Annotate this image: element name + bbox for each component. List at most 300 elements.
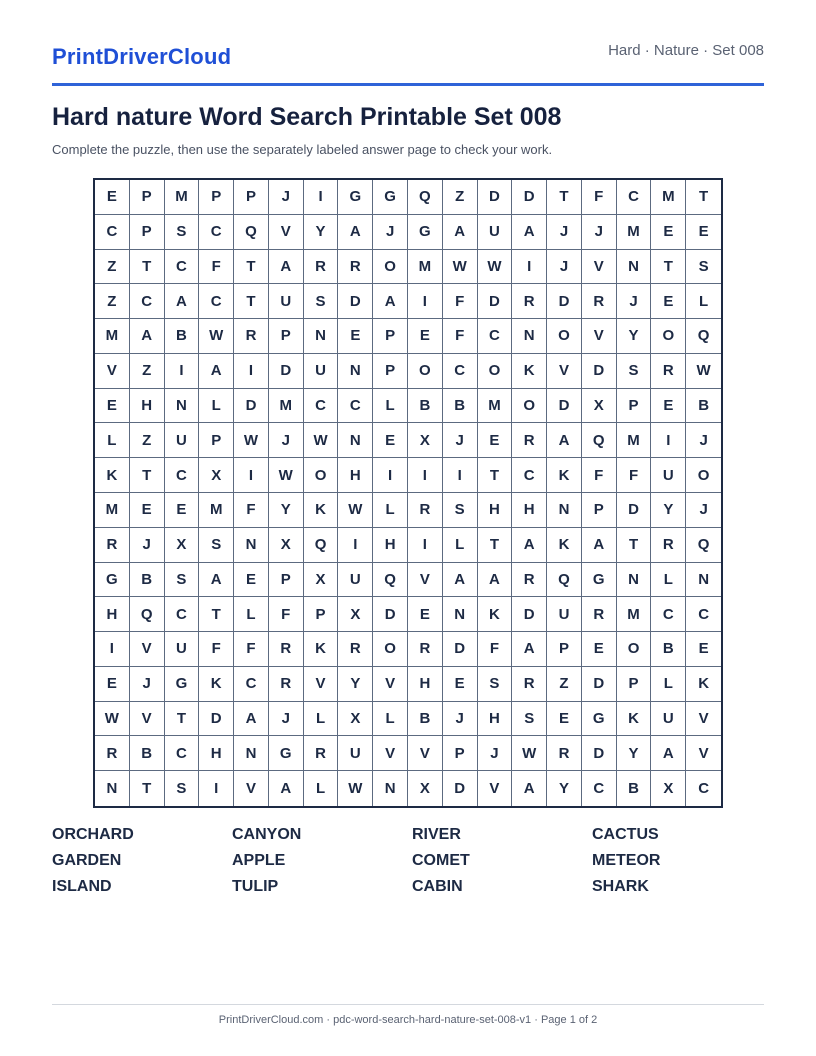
grid-cell: I — [199, 771, 234, 806]
grid-cell: P — [582, 493, 617, 528]
grid-cell: S — [443, 493, 478, 528]
grid-cell: V — [582, 319, 617, 354]
grid-cell: D — [234, 389, 269, 424]
grid-cell: E — [651, 389, 686, 424]
grid-cell: T — [651, 250, 686, 285]
grid-cell: E — [95, 389, 130, 424]
grid-cell: I — [512, 250, 547, 285]
grid-cell: P — [269, 319, 304, 354]
grid-cell: K — [512, 354, 547, 389]
grid-cell: R — [269, 667, 304, 702]
page-subtitle: Complete the puzzle, then use the separately labeled answer page to check your work. — [52, 142, 553, 157]
grid-cell: V — [408, 736, 443, 771]
word-list-item: TULIP — [232, 878, 279, 895]
grid-cell: O — [547, 319, 582, 354]
grid-cell: A — [338, 215, 373, 250]
grid-cell: C — [199, 215, 234, 250]
grid-cell: U — [304, 354, 339, 389]
grid-cell: R — [582, 284, 617, 319]
grid-cell: F — [443, 284, 478, 319]
grid-cell: D — [547, 284, 582, 319]
grid-cell: T — [130, 458, 165, 493]
grid-cell: P — [130, 215, 165, 250]
grid-cell: T — [478, 528, 513, 563]
grid-cell: W — [443, 250, 478, 285]
grid-cell: D — [582, 736, 617, 771]
grid-cell: U — [547, 597, 582, 632]
grid-cell: I — [95, 632, 130, 667]
header-divider — [52, 83, 764, 86]
grid-cell: X — [338, 702, 373, 737]
grid-cell: A — [512, 771, 547, 806]
grid-cell: H — [95, 597, 130, 632]
grid-cell: Y — [338, 667, 373, 702]
grid-cell: O — [408, 354, 443, 389]
grid-cell: I — [651, 423, 686, 458]
grid-cell: V — [95, 354, 130, 389]
grid-cell: C — [304, 389, 339, 424]
grid-cell: Y — [617, 736, 652, 771]
grid-cell: T — [617, 528, 652, 563]
grid-cell: S — [512, 702, 547, 737]
grid-cell: R — [234, 319, 269, 354]
grid-cell: Q — [582, 423, 617, 458]
grid-cell: B — [651, 632, 686, 667]
grid-cell: K — [686, 667, 721, 702]
grid-cell: G — [408, 215, 443, 250]
grid-cell: C — [95, 215, 130, 250]
grid-cell: R — [512, 423, 547, 458]
grid-cell: D — [338, 284, 373, 319]
grid-cell: Y — [547, 771, 582, 806]
grid-cell: B — [408, 389, 443, 424]
word-list-item: ISLAND — [52, 878, 112, 895]
grid-cell: C — [165, 458, 200, 493]
grid-cell: P — [130, 180, 165, 215]
grid-cell: U — [338, 563, 373, 598]
grid-cell: L — [95, 423, 130, 458]
grid-cell: U — [165, 632, 200, 667]
grid-cell: S — [165, 771, 200, 806]
grid-cell: J — [443, 702, 478, 737]
grid-cell: J — [617, 284, 652, 319]
grid-cell: O — [617, 632, 652, 667]
grid-cell: K — [617, 702, 652, 737]
grid-cell: D — [582, 667, 617, 702]
grid-cell: R — [304, 250, 339, 285]
grid-cell: A — [165, 284, 200, 319]
grid-cell: L — [199, 389, 234, 424]
grid-cell: O — [304, 458, 339, 493]
grid-cell: F — [269, 597, 304, 632]
grid-cell: P — [547, 632, 582, 667]
grid-cell: G — [338, 180, 373, 215]
word-list-item: COMET — [412, 852, 470, 869]
grid-cell: B — [165, 319, 200, 354]
grid-cell: D — [582, 354, 617, 389]
grid-cell: A — [373, 284, 408, 319]
grid-cell: F — [582, 458, 617, 493]
grid-cell: L — [443, 528, 478, 563]
grid-cell: W — [512, 736, 547, 771]
grid-cell: W — [686, 354, 721, 389]
grid-cell: C — [234, 667, 269, 702]
grid-cell: N — [443, 597, 478, 632]
grid-cell: V — [478, 771, 513, 806]
grid-cell: L — [686, 284, 721, 319]
breadcrumb: Hard · Nature · Set 008 — [608, 42, 764, 59]
word-list-item: CANYON — [232, 826, 302, 843]
grid-cell: C — [165, 597, 200, 632]
grid-cell: U — [338, 736, 373, 771]
word-list-item: ORCHARD — [52, 826, 134, 843]
grid-cell: Q — [686, 319, 721, 354]
grid-cell: L — [373, 702, 408, 737]
brand-logo: PrintDriverCloud — [52, 44, 232, 69]
grid-cell: D — [617, 493, 652, 528]
grid-cell: X — [304, 563, 339, 598]
grid-cell: P — [304, 597, 339, 632]
grid-cell: E — [95, 180, 130, 215]
grid-cell: F — [234, 632, 269, 667]
grid-cell: Q — [373, 563, 408, 598]
grid-cell: T — [199, 597, 234, 632]
grid-cell: N — [338, 423, 373, 458]
grid-cell: Z — [443, 180, 478, 215]
grid-cell: C — [651, 597, 686, 632]
grid-cell: D — [443, 771, 478, 806]
grid-cell: W — [234, 423, 269, 458]
grid-cell: E — [338, 319, 373, 354]
grid-cell: R — [95, 528, 130, 563]
grid-cell: A — [512, 632, 547, 667]
grid-cell: L — [373, 493, 408, 528]
grid-cell: B — [130, 563, 165, 598]
grid-cell: I — [234, 354, 269, 389]
grid-cell: B — [408, 702, 443, 737]
grid-cell: E — [478, 423, 513, 458]
grid-cell: E — [686, 215, 721, 250]
page-footer: PrintDriverCloud.com · pdc-word-search-hard-nature-set-008-v1 · Page 1 of 2 — [218, 1014, 598, 1026]
grid-cell: H — [373, 528, 408, 563]
grid-cell: E — [443, 667, 478, 702]
grid-cell: N — [547, 493, 582, 528]
grid-cell: F — [234, 493, 269, 528]
grid-cell: D — [547, 389, 582, 424]
grid-cell: R — [408, 493, 443, 528]
grid-cell: K — [304, 632, 339, 667]
grid-cell: Q — [234, 215, 269, 250]
grid-cell: Q — [130, 597, 165, 632]
grid-cell: Q — [408, 180, 443, 215]
grid-cell: V — [130, 632, 165, 667]
grid-cell: C — [478, 319, 513, 354]
grid-cell: E — [373, 423, 408, 458]
grid-cell: Y — [304, 215, 339, 250]
grid-cell: X — [582, 389, 617, 424]
grid-cell: J — [582, 215, 617, 250]
grid-cell: Q — [686, 528, 721, 563]
grid-cell: N — [338, 354, 373, 389]
grid-cell: D — [373, 597, 408, 632]
grid-cell: K — [478, 597, 513, 632]
grid-cell: E — [95, 667, 130, 702]
grid-cell: C — [165, 736, 200, 771]
grid-cell: A — [234, 702, 269, 737]
grid-cell: J — [269, 423, 304, 458]
grid-cell: C — [443, 354, 478, 389]
word-list-item: METEOR — [592, 852, 661, 869]
grid-cell: J — [686, 493, 721, 528]
grid-cell: I — [373, 458, 408, 493]
grid-cell: M — [617, 215, 652, 250]
grid-cell: J — [269, 180, 304, 215]
grid-cell: A — [199, 354, 234, 389]
grid-cell: G — [582, 702, 617, 737]
grid-cell: M — [269, 389, 304, 424]
grid-cell: Z — [95, 250, 130, 285]
grid-cell: T — [234, 284, 269, 319]
grid-cell: W — [95, 702, 130, 737]
grid-cell: R — [95, 736, 130, 771]
grid-cell: V — [373, 736, 408, 771]
grid-cell: Z — [130, 354, 165, 389]
grid-cell: J — [269, 702, 304, 737]
grid-cell: W — [338, 771, 373, 806]
grid-cell: A — [199, 563, 234, 598]
grid-cell: J — [373, 215, 408, 250]
footer-divider — [52, 1004, 764, 1005]
grid-cell: P — [617, 667, 652, 702]
grid-cell: L — [304, 771, 339, 806]
grid-cell: Z — [95, 284, 130, 319]
grid-cell: V — [686, 736, 721, 771]
grid-cell: Z — [130, 423, 165, 458]
grid-cell: E — [686, 632, 721, 667]
grid-cell: R — [408, 632, 443, 667]
grid-cell: A — [269, 250, 304, 285]
grid-cell: K — [199, 667, 234, 702]
grid-cell: E — [408, 597, 443, 632]
grid-cell: T — [130, 771, 165, 806]
grid-cell: G — [165, 667, 200, 702]
grid-cell: V — [686, 702, 721, 737]
grid-cell: I — [408, 528, 443, 563]
grid-cell: W — [269, 458, 304, 493]
grid-cell: X — [269, 528, 304, 563]
grid-cell: J — [130, 528, 165, 563]
word-list-item: GARDEN — [52, 852, 122, 869]
grid-cell: A — [582, 528, 617, 563]
grid-cell: R — [338, 250, 373, 285]
grid-cell: B — [443, 389, 478, 424]
grid-cell: N — [617, 250, 652, 285]
grid-cell: M — [165, 180, 200, 215]
grid-cell: D — [478, 284, 513, 319]
grid-cell: S — [478, 667, 513, 702]
grid-cell: M — [95, 319, 130, 354]
grid-cell: A — [512, 528, 547, 563]
grid-cell: I — [165, 354, 200, 389]
grid-cell: D — [478, 180, 513, 215]
grid-cell: H — [338, 458, 373, 493]
grid-cell: C — [165, 250, 200, 285]
grid-cell: O — [651, 319, 686, 354]
grid-cell: V — [234, 771, 269, 806]
grid-cell: E — [234, 563, 269, 598]
grid-cell: E — [651, 215, 686, 250]
grid-cell: E — [165, 493, 200, 528]
grid-cell: U — [651, 458, 686, 493]
grid-cell: N — [512, 319, 547, 354]
grid-cell: X — [199, 458, 234, 493]
grid-cell: A — [269, 771, 304, 806]
grid-cell: I — [408, 458, 443, 493]
grid-cell: G — [582, 563, 617, 598]
grid-cell: F — [617, 458, 652, 493]
grid-cell: J — [443, 423, 478, 458]
grid-cell: A — [443, 215, 478, 250]
grid-cell: L — [651, 667, 686, 702]
grid-cell: P — [373, 354, 408, 389]
grid-cell: C — [582, 771, 617, 806]
grid-cell: C — [199, 284, 234, 319]
grid-cell: U — [269, 284, 304, 319]
grid-cell: X — [408, 771, 443, 806]
grid-cell: F — [478, 632, 513, 667]
grid-cell: T — [686, 180, 721, 215]
grid-cell: K — [304, 493, 339, 528]
grid-cell: I — [338, 528, 373, 563]
grid-cell: V — [408, 563, 443, 598]
grid-cell: D — [512, 597, 547, 632]
grid-cell: S — [199, 528, 234, 563]
grid-cell: I — [304, 180, 339, 215]
grid-cell: C — [338, 389, 373, 424]
grid-cell: R — [512, 563, 547, 598]
grid-cell: W — [304, 423, 339, 458]
grid-cell: U — [651, 702, 686, 737]
grid-cell: V — [130, 702, 165, 737]
grid-cell: P — [234, 180, 269, 215]
word-list-item: RIVER — [412, 826, 461, 843]
grid-cell: V — [582, 250, 617, 285]
grid-cell: R — [582, 597, 617, 632]
grid-cell: N — [165, 389, 200, 424]
grid-cell: K — [547, 458, 582, 493]
grid-cell: A — [130, 319, 165, 354]
grid-cell: Y — [651, 493, 686, 528]
grid-cell: D — [512, 180, 547, 215]
grid-cell: W — [199, 319, 234, 354]
grid-cell: N — [373, 771, 408, 806]
grid-cell: P — [199, 423, 234, 458]
page-title: Hard nature Word Search Printable Set 008 — [52, 103, 562, 131]
grid-cell: I — [408, 284, 443, 319]
grid-cell: K — [95, 458, 130, 493]
grid-cell: Z — [547, 667, 582, 702]
grid-cell: O — [373, 632, 408, 667]
grid-cell: R — [547, 736, 582, 771]
grid-cell: U — [165, 423, 200, 458]
grid-cell: M — [617, 423, 652, 458]
grid-cell: R — [651, 354, 686, 389]
grid-cell: A — [443, 563, 478, 598]
grid-cell: P — [199, 180, 234, 215]
grid-cell: A — [478, 563, 513, 598]
grid-cell: V — [304, 667, 339, 702]
word-list-item: CABIN — [412, 878, 463, 895]
grid-cell: X — [338, 597, 373, 632]
grid-cell: E — [582, 632, 617, 667]
grid-cell: O — [373, 250, 408, 285]
grid-cell: S — [617, 354, 652, 389]
grid-cell: E — [130, 493, 165, 528]
grid-cell: R — [512, 667, 547, 702]
grid-cell: E — [408, 319, 443, 354]
grid-cell: G — [373, 180, 408, 215]
grid-cell: P — [443, 736, 478, 771]
word-list — [52, 826, 764, 904]
grid-cell: C — [130, 284, 165, 319]
grid-cell: R — [512, 284, 547, 319]
grid-cell: N — [617, 563, 652, 598]
grid-cell: O — [686, 458, 721, 493]
grid-cell: L — [304, 702, 339, 737]
grid-cell: J — [478, 736, 513, 771]
grid-cell: Q — [547, 563, 582, 598]
grid-cell: S — [686, 250, 721, 285]
grid-cell: A — [547, 423, 582, 458]
grid-cell: E — [547, 702, 582, 737]
grid-cell: V — [269, 215, 304, 250]
grid-cell: J — [547, 215, 582, 250]
grid-cell: G — [269, 736, 304, 771]
grid-cell: U — [478, 215, 513, 250]
grid-cell: M — [478, 389, 513, 424]
grid-cell: N — [234, 528, 269, 563]
grid-cell: X — [408, 423, 443, 458]
grid-cell: P — [373, 319, 408, 354]
grid-cell: D — [269, 354, 304, 389]
grid-cell: D — [443, 632, 478, 667]
grid-cell: O — [512, 389, 547, 424]
grid-cell: H — [199, 736, 234, 771]
grid-cell: T — [130, 250, 165, 285]
grid-cell: Y — [617, 319, 652, 354]
grid-cell: H — [408, 667, 443, 702]
grid-cell: Y — [269, 493, 304, 528]
grid-cell: M — [651, 180, 686, 215]
grid-cell: R — [338, 632, 373, 667]
grid-cell: J — [547, 250, 582, 285]
grid-cell: F — [199, 632, 234, 667]
grid-cell: D — [199, 702, 234, 737]
grid-cell: P — [617, 389, 652, 424]
grid-cell: N — [304, 319, 339, 354]
grid-cell: C — [512, 458, 547, 493]
grid-cell: T — [234, 250, 269, 285]
grid-cell: X — [165, 528, 200, 563]
grid-cell: R — [651, 528, 686, 563]
grid-cell: W — [338, 493, 373, 528]
grid-cell: C — [686, 597, 721, 632]
grid-cell: M — [199, 493, 234, 528]
grid-cell: N — [234, 736, 269, 771]
grid-cell: L — [651, 563, 686, 598]
grid-cell: B — [686, 389, 721, 424]
grid-cell: V — [373, 667, 408, 702]
